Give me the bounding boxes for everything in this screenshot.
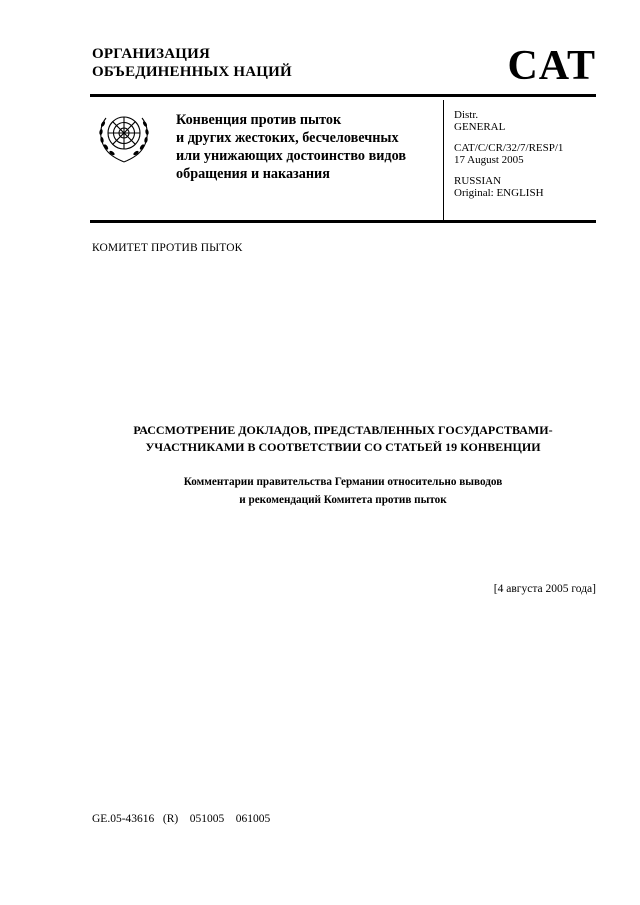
- subheading-line-2: и рекомендаций Комитета против пыток: [239, 494, 447, 506]
- distr-value: GENERAL: [454, 121, 506, 133]
- org-line-2: ОБЪЕДИНЕННЫХ НАЦИЙ: [92, 64, 292, 80]
- org-line-1: ОРГАНИЗАЦИЯ: [92, 46, 211, 62]
- header-bottom-rule: [90, 220, 596, 223]
- original-language: Original: ENGLISH: [454, 187, 544, 199]
- document-symbol: CAT/C/CR/32/7/RESP/1: [454, 142, 564, 154]
- symbol-block: [454, 142, 563, 166]
- convention-line-3: или унижающих достоинство видов: [176, 148, 406, 164]
- document-series-code: CAT: [507, 43, 596, 89]
- distr-label: Distr.: [454, 109, 479, 121]
- convention-line-4: обращения и наказания: [176, 166, 330, 182]
- document-language: RUSSIAN: [454, 175, 502, 187]
- header-top-rule: [90, 94, 596, 97]
- convention-title: [176, 111, 406, 183]
- convention-line-1: Конвенция против пыток: [176, 112, 342, 128]
- document-date: 17 August 2005: [454, 154, 524, 166]
- language-block: [454, 175, 563, 199]
- header-vertical-divider: [443, 100, 444, 220]
- committee-name: КОМИТЕТ ПРОТИВ ПЫТОК: [92, 242, 243, 254]
- subheading-line-1: Комментарии правительства Германии относительно выводов: [183, 476, 503, 488]
- submission-date: [4 августа 2005 года]: [493, 583, 596, 595]
- heading-line-1: РАССМОТРЕНИЕ ДОКЛАДОВ, ПРЕДСТАВЛЕННЫХ ГОСУДАРСТВАМИ-: [133, 423, 553, 437]
- convention-line-2: и других жестоких, бесчеловечных: [176, 130, 399, 146]
- document-subheading: [90, 473, 596, 509]
- document-heading: [90, 422, 596, 456]
- heading-line-2: УЧАСТНИКАМИ В СООТВЕТСТВИИ СО СТАТЬЕЙ 19 КОНВЕНЦИИ: [145, 440, 541, 454]
- un-emblem-icon: [92, 106, 156, 166]
- organization-name: [92, 45, 292, 81]
- distribution-block: [454, 109, 563, 133]
- document-metadata: [454, 109, 563, 208]
- footer-job-number: GE.05-43616 (R) 051005 061005: [92, 813, 271, 825]
